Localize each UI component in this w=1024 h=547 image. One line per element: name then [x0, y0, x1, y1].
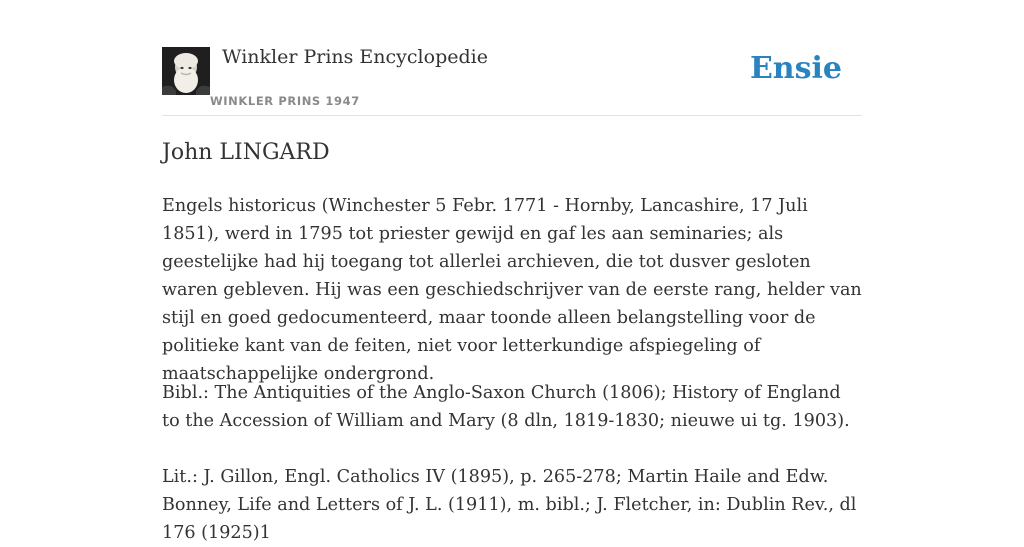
article-paragraph-literature: Lit.: J. Gillon, Engl. Catholics IV (1895), p. 265-278; Martin Haile and Edw. Bonney, Life and Letters of J. L. (1911), m. bibl.; J. Fletcher, in: Dublin Rev., dl 176 (1925)1	[162, 467, 857, 543]
article-paragraph-bibliography: Bibl.: The Antiquities of the Anglo-Saxon Church (1806); History of England to the Accession of William and Mary (8 dln, 1819-1830; nieuwe ui tg. 1903).	[162, 383, 850, 431]
avatar[interactable]	[162, 47, 210, 95]
article-paragraph-description: Engels historicus (Winchester 5 Febr. 1771 - Hornby, Lancashire, 17 Juli 1851), werd in 1795 tot priester gewijd en gaf les aan seminaries; als geestelijke had hij toegang tot allerlei archieven, die tot dusver gesloten waren gebleven. Hij was een geschiedschrijver van de eerste rang, helder van stijl en goed gedocumenteerd, maar toonde alleen belangstelling voor de politieke kant van de feiten, niet voor letterkundige afspiegeling of maatschappelijke ondergrond.	[162, 196, 862, 384]
article-title: John LINGARD	[162, 140, 330, 165]
site-title[interactable]: Winkler Prins Encyclopedie	[222, 46, 488, 68]
site-header	[162, 0, 862, 116]
site-subtitle: WINKLER PRINS 1947	[210, 94, 360, 108]
bearded-man-portrait-icon	[162, 47, 210, 95]
brand-logo[interactable]: Ensie	[749, 51, 842, 86]
page-container	[162, 0, 862, 543]
